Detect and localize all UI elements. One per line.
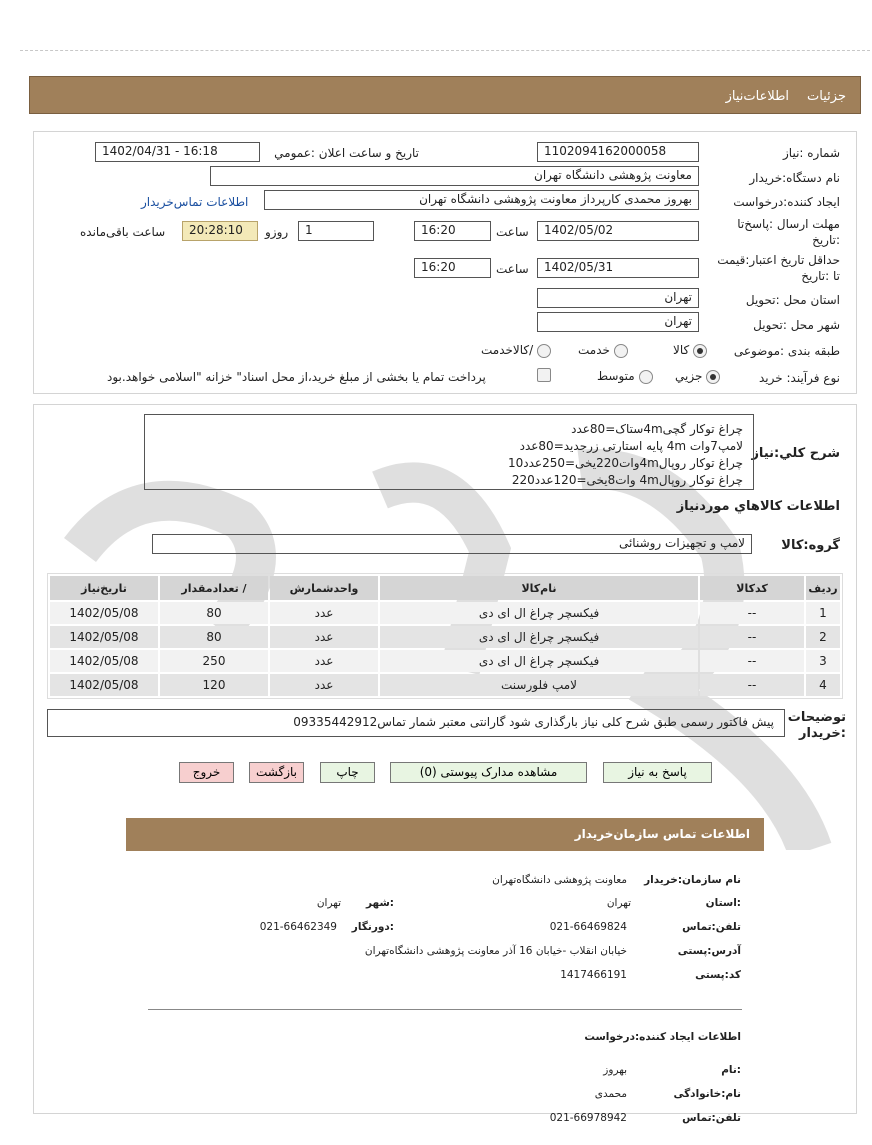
buyer-org-label: نام دستگاه:خریدار (749, 171, 840, 185)
attachments-button[interactable]: مشاهده مدارک پیوستی (0) (390, 762, 587, 783)
deadline-time-field: 16:20 (414, 221, 491, 241)
tab-details[interactable]: جزئیات (807, 89, 846, 104)
cell-name: فیکسچر چراغ ال ای دی (380, 626, 698, 648)
goods-table (47, 573, 843, 699)
payment-note: پرداخت تمام یا بخشی از مبلغ خرید،از محل اسناد" خزانه "اسلامی خواهد.بود (107, 370, 486, 384)
validity-time-word: ساعت (496, 262, 529, 276)
process-label: نوع فرآیند: خرید (759, 371, 840, 385)
contact-province-value: تهران (606, 897, 631, 909)
deadline-label: مهلت ارسال :پاسخ‌تا :تاریخ (737, 217, 840, 247)
cell-unit: عدد (270, 626, 378, 648)
creator-phone-label: تلفن:تماس (682, 1112, 741, 1124)
group-label: گروه:کالا (781, 538, 840, 553)
group-field: لامپ و تجهیزات روشنائی (152, 534, 752, 554)
col-name: نام‌کالا (380, 576, 698, 600)
creator-name-label: :نام (721, 1064, 741, 1076)
process-medium-option[interactable]: متوسط (597, 369, 653, 384)
cell-code: -- (700, 602, 804, 624)
contact-city-value: تهران (316, 897, 341, 909)
buyer-contact-link[interactable]: اطلاعات تماس‌خریدار (141, 195, 249, 209)
deadline-date-field: 1402/05/02 (537, 221, 699, 241)
city-field: تهران (537, 312, 699, 332)
buyer-org-field: معاونت پژوهشی دانشگاه تهران (210, 166, 699, 186)
col-row: ردیف (806, 576, 840, 600)
notes-label: توضیحات :خریدار (787, 710, 846, 741)
col-qty: / تعدادمقدار (160, 576, 268, 600)
cell-row: 2 (806, 626, 840, 648)
cell-date: 1402/05/08 (50, 626, 158, 648)
table-header-row (50, 576, 840, 600)
contact-postal-label: کد:پستی (695, 969, 741, 981)
cell-code: -- (700, 626, 804, 648)
announce-field: 1402/04/31 - 16:18 (95, 142, 260, 162)
tab-need-info[interactable]: اطلاعات‌نیاز (725, 89, 790, 104)
cell-unit: عدد (270, 602, 378, 624)
category-label: طبقه بندی :موضوعی (733, 344, 840, 358)
reply-button[interactable]: پاسخ به نیاز (603, 762, 712, 783)
radio-selected-icon[interactable] (706, 370, 720, 384)
cell-date: 1402/05/08 (50, 650, 158, 672)
table-row (50, 650, 840, 672)
cell-qty: 250 (160, 650, 268, 672)
validity-time-field: 16:20 (414, 258, 491, 278)
contact-city-label: :شهر (366, 897, 394, 909)
province-label: استان محل :تحویل (745, 293, 840, 307)
radio-icon[interactable] (639, 370, 653, 384)
creator-name-value: بهروز (603, 1064, 627, 1076)
validity-label: حداقل تاریخ اعتبار:قیمت تا :تاریخ (717, 253, 840, 283)
contact-divider (148, 1009, 742, 1010)
cell-date: 1402/05/08 (50, 602, 158, 624)
cell-unit: عدد (270, 650, 378, 672)
exit-button[interactable]: خروج (179, 762, 234, 783)
description-line: چراغ توکار روپال4m وات8یخی=120عدد220 (511, 473, 743, 487)
table-row (50, 626, 840, 648)
category-goods-option[interactable]: کالا (673, 343, 707, 358)
contact-province-label: :استان (705, 897, 741, 909)
deadline-time-word: ساعت (496, 225, 529, 239)
payment-checkbox[interactable] (537, 368, 551, 382)
contact-org-label: نام سازمان:خریدار (644, 874, 741, 886)
cell-row: 1 (806, 602, 840, 624)
contact-address-label: آدرس:پستی (677, 945, 741, 957)
validity-date-field: 1402/05/31 (537, 258, 699, 278)
cell-code: -- (700, 650, 804, 672)
need-number-label: شماره :نیاز (783, 146, 840, 160)
creator-info-title: اطلاعات ایجاد کننده:درخواست (584, 1031, 741, 1043)
province-field: تهران (537, 288, 699, 308)
creator-family-value: محمدی (594, 1088, 627, 1100)
remaining-timer: 20:28:10 (182, 221, 258, 241)
table-row (50, 674, 840, 696)
announce-label: تاریخ و ساعت اعلان :عمومي (274, 146, 419, 160)
contact-phone-label: تلفن:تماس (682, 921, 741, 933)
notes-box: پیش فاکتور رسمی طبق شرح کلی نیاز بارگذاری شود گارانتی معتبر شمار تماس09335442912 (47, 709, 785, 737)
col-date: تاریخ‌نیاز (50, 576, 158, 600)
top-divider (20, 50, 870, 51)
contact-fax-label: :دورنگار (351, 921, 394, 933)
radio-icon[interactable] (537, 344, 551, 358)
description-line: چراغ توکار روپال4mوات220یخی=250عدد10 (508, 456, 743, 470)
contact-phone-value: 021-66469824 (549, 921, 627, 933)
cell-date: 1402/05/08 (50, 674, 158, 696)
description-line: لامپ7وات 4m پایه استارتی زرجدید=80عدد (519, 439, 743, 453)
contact-postal-value: 1417466191 (560, 969, 627, 981)
city-label: شهر محل :تحویل (753, 318, 840, 332)
radio-selected-icon[interactable] (693, 344, 707, 358)
cell-qty: 80 (160, 602, 268, 624)
cell-unit: عدد (270, 674, 378, 696)
col-code: کدکالا (700, 576, 804, 600)
description-label: شرح کلي:نیاز (751, 446, 840, 461)
goods-title: اطلاعات کالاهاي موردنیاز (676, 499, 840, 514)
description-line: چراغ توکار گچی4mستاک=80عدد (571, 422, 743, 436)
creator-label: ایجاد کننده:درخواست (733, 195, 840, 209)
cell-qty: 80 (160, 626, 268, 648)
cell-qty: 120 (160, 674, 268, 696)
category-goods-service-option[interactable]: /کالاخدمت (481, 343, 551, 358)
print-button[interactable]: چاپ (320, 762, 375, 783)
creator-family-label: نام:خانوادگی (673, 1088, 741, 1100)
contact-org-value: معاونت پژوهشی دانشگاه‌تهران (492, 874, 627, 886)
header-bar (29, 76, 861, 114)
table-row (50, 602, 840, 624)
days-word: روزو (265, 225, 289, 239)
cell-name: فیکسچر چراغ ال ای دی (380, 602, 698, 624)
cell-row: 4 (806, 674, 840, 696)
contact-header: اطلاعات تماس سازمان‌خریدار (126, 818, 764, 851)
creator-field: بهروز محمدی کارپرداز معاونت پژوهشی دانشگاه تهران (264, 190, 699, 210)
category-service-option[interactable]: خدمت (578, 343, 628, 358)
days-field: 1 (298, 221, 374, 241)
contact-address-value: خیابان انقلاب -خیابان 16 آذر معاونت پژوهشی دانشگاه‌تهران (364, 945, 627, 957)
col-unit: واحدشمارش (270, 576, 378, 600)
cell-name: لامپ فلورسنت (380, 674, 698, 696)
cell-row: 3 (806, 650, 840, 672)
description-box (144, 414, 754, 490)
radio-icon[interactable] (614, 344, 628, 358)
contact-fax-value: 021-66462349 (259, 921, 337, 933)
cell-code: -- (700, 674, 804, 696)
creator-phone-value: 021-66978942 (549, 1112, 627, 1124)
cell-name: فیکسچر چراغ ال ای دی (380, 650, 698, 672)
need-number-field: 1102094162000058 (537, 142, 699, 162)
remaining-label: ساعت باقی‌مانده (80, 225, 166, 239)
process-minor-option[interactable]: جزیي (675, 369, 720, 384)
back-button[interactable]: بازگشت (249, 762, 304, 783)
